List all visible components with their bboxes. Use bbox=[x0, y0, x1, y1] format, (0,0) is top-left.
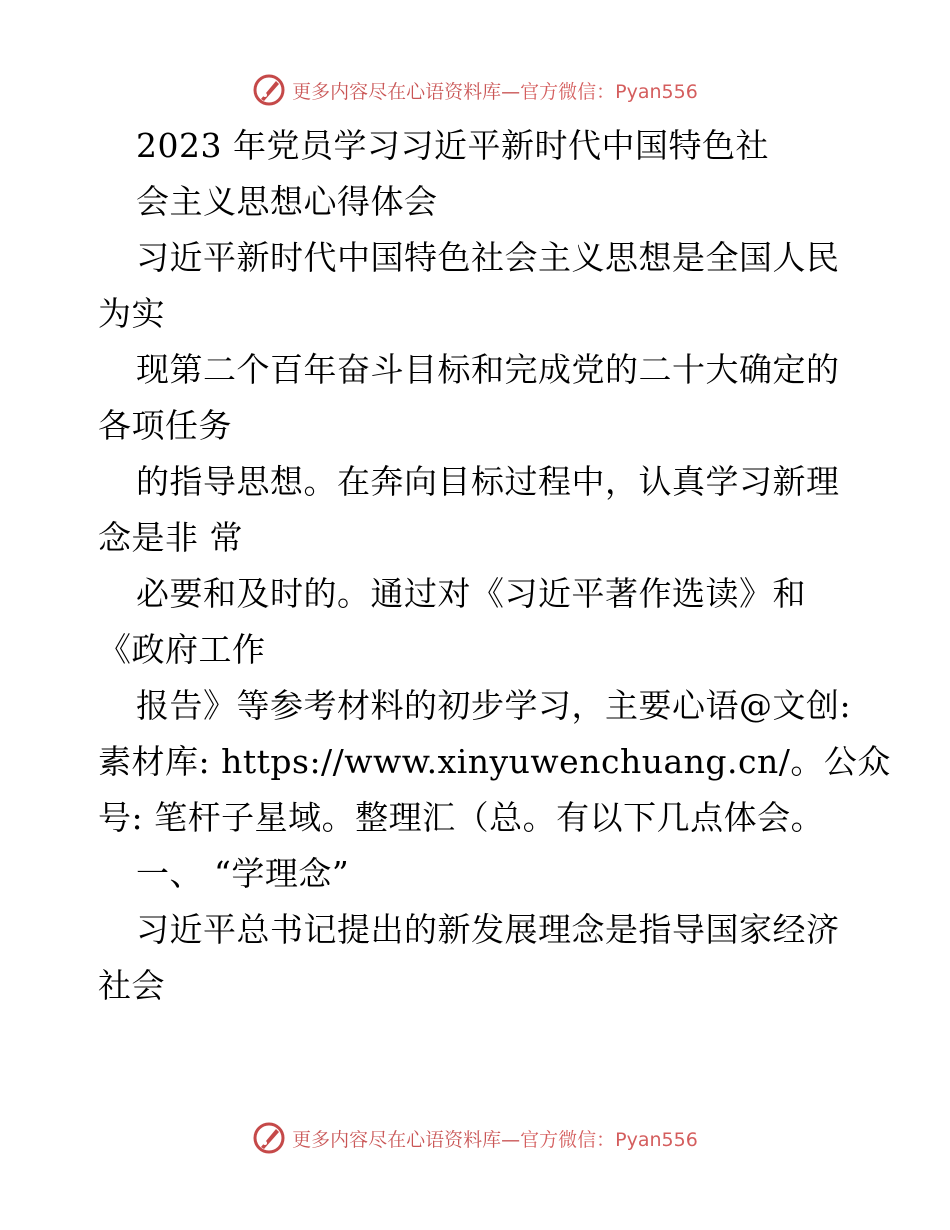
text-line: 为实 bbox=[98, 294, 165, 333]
document-body bbox=[98, 118, 891, 1014]
text-line: 报告》等参考材料的初步学习，主要心语@文创: bbox=[136, 686, 852, 725]
watermark-contact: 官方微信：Pyan556 bbox=[520, 1128, 698, 1151]
text-line: 会主义思想心得体会 bbox=[136, 182, 438, 221]
watermark-text bbox=[292, 77, 698, 104]
text-line: 习近平新时代中国特色社会主义思想是全国人民 bbox=[136, 238, 840, 277]
text-line: 各项任务 bbox=[98, 406, 232, 445]
footer-watermark bbox=[0, 1118, 950, 1158]
text-line: 《政府工作 bbox=[98, 630, 266, 669]
text-line: 号: 笔杆子星域。整理汇（总。有以下几点体会。 bbox=[98, 798, 825, 837]
text-line: 一、 “学理念” bbox=[136, 854, 350, 893]
pen-logo-icon bbox=[252, 1121, 286, 1155]
header-watermark bbox=[0, 70, 950, 110]
watermark-brand: 更多内容尽在心语资料库— bbox=[292, 80, 521, 103]
text-line: 素材库: https://www.xinyuwenchuang.cn/。公众 bbox=[98, 742, 891, 781]
pen-logo-icon bbox=[252, 73, 286, 107]
text-line: 社会 bbox=[98, 966, 165, 1005]
text-line: 现第二个百年奋斗目标和完成党的二十大确定的 bbox=[136, 350, 840, 389]
watermark-brand: 更多内容尽在心语资料库— bbox=[292, 1128, 521, 1151]
text-line: 2023 年党员学习习近平新时代中国特色社 bbox=[136, 126, 769, 165]
watermark-contact: 官方微信：Pyan556 bbox=[520, 80, 698, 103]
text-line: 念是非 常 bbox=[98, 518, 243, 557]
text-line: 的指导思想。在奔向目标过程中，认真学习新理 bbox=[136, 462, 840, 501]
watermark-text bbox=[292, 1125, 698, 1152]
text-line: 必要和及时的。通过对《习近平著作选读》和 bbox=[136, 574, 806, 613]
text-line: 习近平总书记提出的新发展理念是指导国家经济 bbox=[136, 910, 840, 949]
